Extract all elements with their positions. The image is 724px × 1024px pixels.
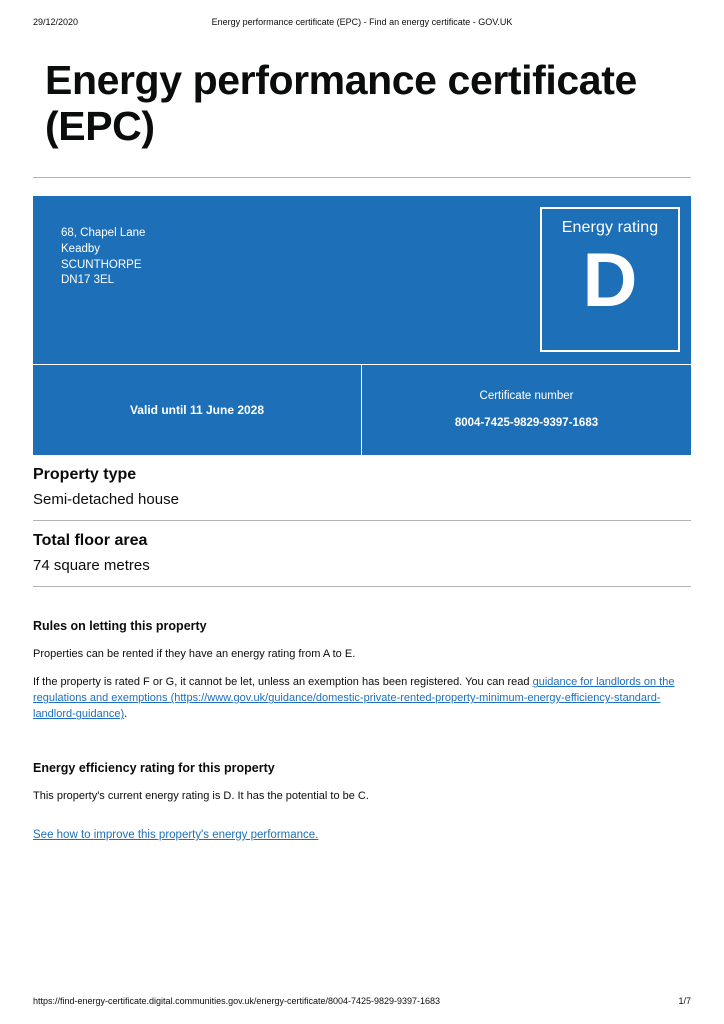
letting-rules-section <box>33 619 691 723</box>
letting-rules-paragraph-1: Properties can be rented if they have an energy rating from A to E. <box>33 648 356 661</box>
floor-area-section <box>33 521 691 575</box>
title-divider <box>33 177 691 178</box>
address-line-3: SCUNTHORPE <box>61 258 142 271</box>
certificate-number-value: 8004-7425-9829-9397-1683 <box>454 417 599 430</box>
print-header-title: Energy performance certificate (EPC) - Find an energy certificate - GOV.UK <box>211 17 513 27</box>
floor-area-divider <box>33 586 691 587</box>
address-line-4: DN17 3EL <box>61 274 115 287</box>
letting-rules-text-suffix: . <box>124 708 128 721</box>
efficiency-rating-heading: Energy efficiency rating for this property <box>33 761 275 776</box>
footer-url: https://find-energy-certificate.digital.communities.gov.uk/energy-certificate/8004-7425-9829-9397-1683 <box>33 996 441 1006</box>
energy-rating-letter: D <box>582 237 638 323</box>
validity-row <box>33 364 691 455</box>
letting-rules-heading: Rules on letting this property <box>33 619 207 634</box>
improve-performance-link[interactable]: See how to improve this property's energy performance. <box>33 829 319 842</box>
floor-area-value: 74 square metres <box>33 556 150 574</box>
efficiency-rating-section <box>33 761 691 843</box>
property-type-section <box>33 455 691 509</box>
letting-rules-text-prefix: If the property is rated F or G, it cannot be let, unless an exemption has been registered. You can read <box>33 676 533 689</box>
energy-rating-box <box>540 207 680 352</box>
certificate-info <box>362 365 691 455</box>
floor-area-heading: Total floor area <box>33 532 148 550</box>
epc-banner <box>33 196 691 364</box>
property-address <box>33 196 145 364</box>
address-line-2: Keadby <box>61 242 101 255</box>
address-line-1: 68, Chapel Lane <box>61 226 146 239</box>
print-footer <box>33 996 691 1006</box>
letting-rules-paragraph-2 <box>33 675 691 723</box>
efficiency-rating-paragraph: This property's current energy rating is D. It has the potential to be C. <box>33 790 369 803</box>
property-type-value: Semi-detached house <box>33 490 179 508</box>
valid-until: Valid until 11 June 2028 <box>33 365 362 455</box>
property-type-heading: Property type <box>33 465 137 483</box>
energy-rating-label: Energy rating <box>561 218 659 236</box>
print-date: 29/12/2020 <box>33 17 79 27</box>
footer-page-number: 1/7 <box>678 996 691 1006</box>
certificate-number-label: Certificate number <box>479 390 574 403</box>
page-title: Energy performance certificate (EPC) <box>45 57 637 149</box>
print-header <box>33 0 691 31</box>
landlord-guidance-link[interactable]: guidance for landlords on the regulations and exemptions (https://www.gov.uk/guidance/domestic-private-rented-property-minimum-energy-efficiency-standard-landlord-guidance) <box>33 676 675 721</box>
